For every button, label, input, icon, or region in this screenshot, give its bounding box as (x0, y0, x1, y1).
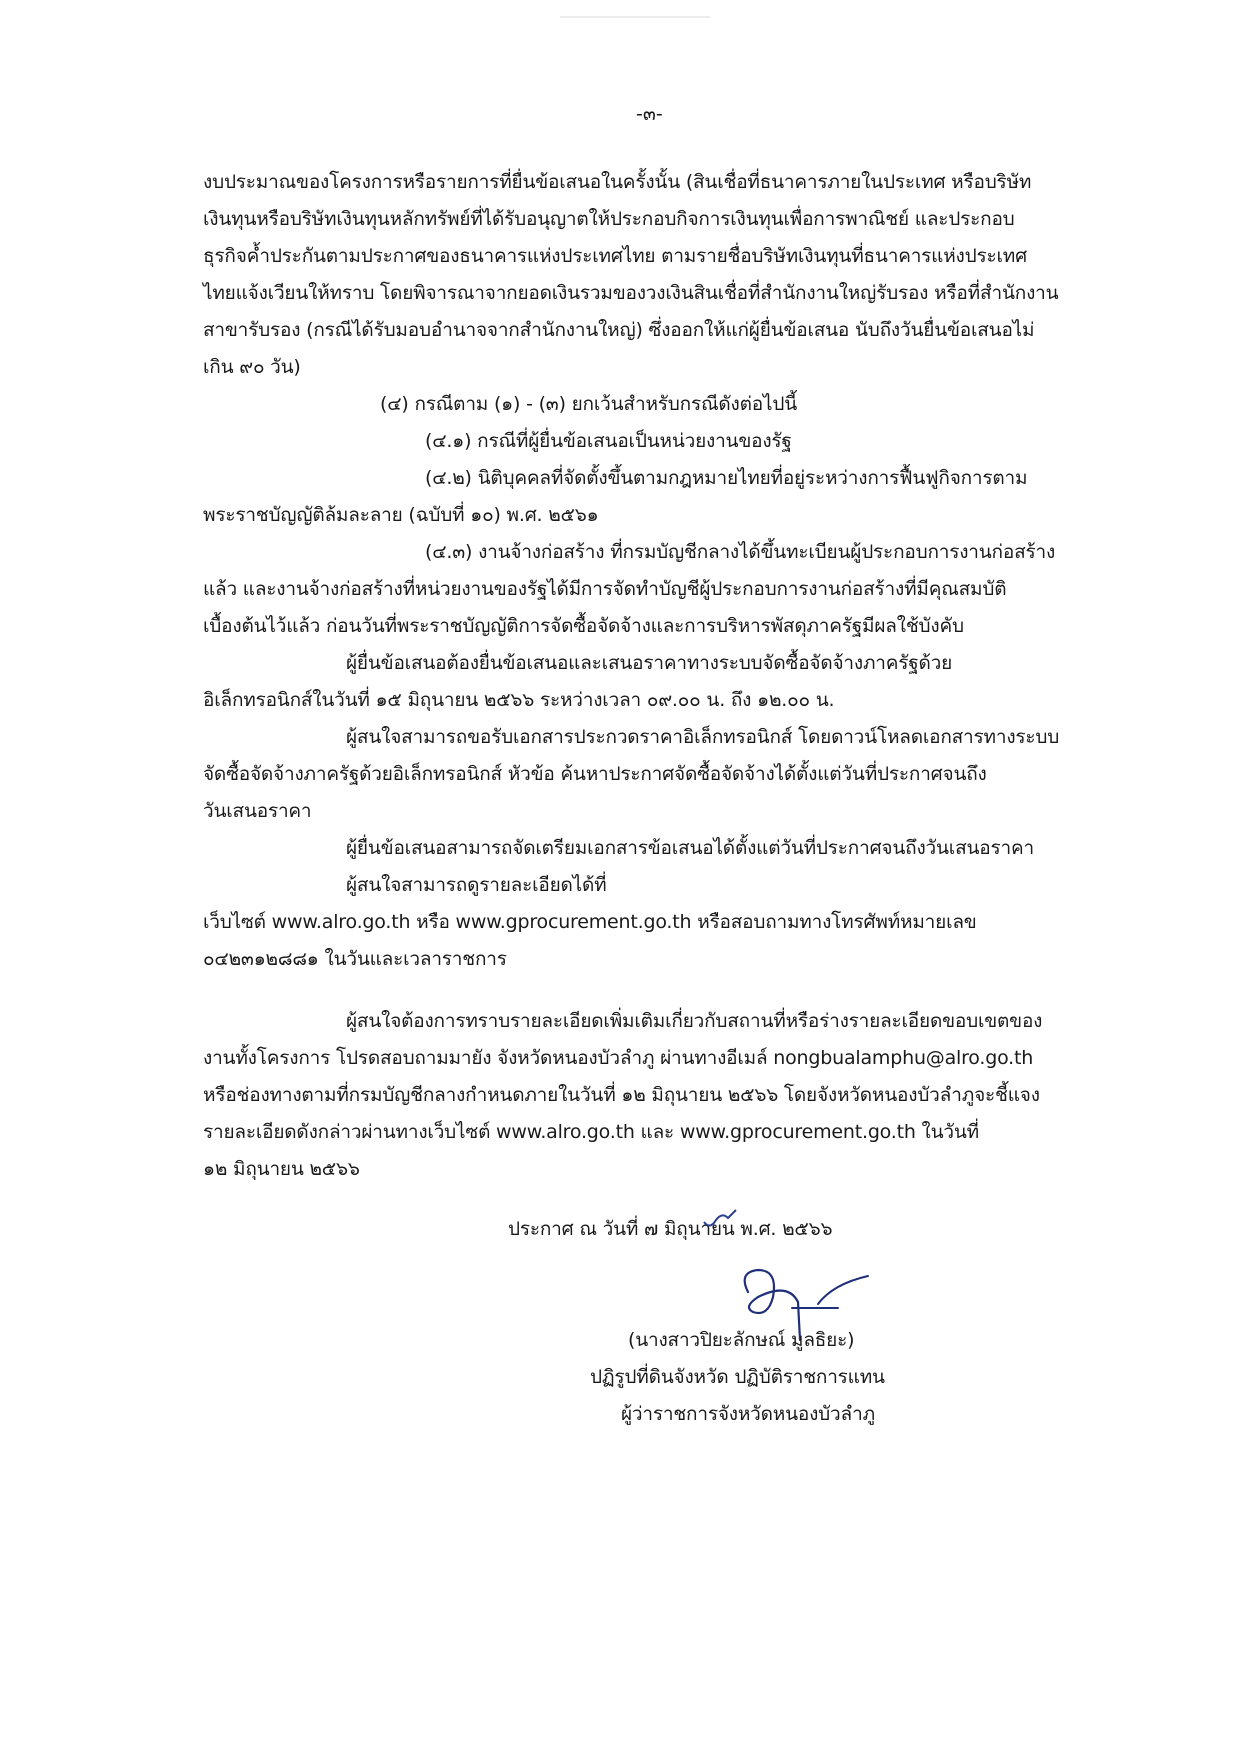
inquiry-paragraph: ผู้สนใจต้องการทราบรายละเอียดเพิ่มเติมเกี่ยวกับสถานที่หรือร่างรายละเอียดขอบเขตของ (346, 1010, 1043, 1032)
body-line: พระราชบัญญัติล้มละลาย (ฉบับที่ ๑๐) พ.ศ. ๒๕๖๑ (203, 504, 599, 526)
clause-4-1: (๔.๑) กรณีที่ผู้ยื่นข้อเสนอเป็นหน่วยงานของรัฐ (425, 430, 792, 452)
body-line: เกิน ๙๐ วัน) (203, 356, 301, 378)
email-line: งานทั้งโครงการ โปรดสอบถามมายัง จังหวัดหนองบัวลำภู ผ่านทางอีเมล์ nongbualamphu@alro.go.th (203, 1047, 1034, 1069)
body-line: ๑๒ มิถุนายน ๒๕๖๖ (203, 1158, 360, 1180)
body-line: แล้ว และงานจ้างก่อสร้างที่หน่วยงานของรัฐได้มีการจัดทำบัญชีผู้ประกอบการงานก่อสร้างที่มีคุณสมบัติ (203, 578, 1007, 600)
body-line: ไทยแจ้งเวียนให้ทราบ โดยพิจารณาจากยอดเงินรวมของวงเงินสินเชื่อที่สำนักงานใหญ่รับรอง หรือที่สำนักงาน (203, 282, 1059, 304)
body-line: รายละเอียดดังกล่าวผ่านทางเว็บไซต์ www.alro.go.th และ www.gprocurement.go.th ในวันที่ (203, 1121, 979, 1143)
signer-name: (นางสาวปิยะลักษณ์ มูลธิยะ) (628, 1329, 855, 1351)
body-line: วันเสนอราคา (203, 800, 312, 822)
clause-4-3: (๔.๓) งานจ้างก่อสร้าง ที่กรมบัญชีกลางได้ขึ้นทะเบียนผู้ประกอบการงานก่อสร้าง (425, 541, 1056, 563)
body-line: งบประมาณของโครงการหรือรายการที่ยื่นข้อเสนอในครั้งนั้น (สินเชื่อที่ธนาคารภายในประเทศ หรือบริษัท (203, 171, 1032, 193)
body-line: หรือช่องทางตามที่กรมบัญชีกลางกำหนดภายในวันที่ ๑๒ มิถุนายน ๒๕๖๖ โดยจังหวัดหนองบัวลำภูจะชี้แจง (203, 1084, 1040, 1106)
submission-paragraph: ผู้ยื่นข้อเสนอต้องยื่นข้อเสนอและเสนอราคาทางระบบจัดซื้อจัดจ้างภาครัฐด้วย (346, 652, 953, 674)
clause-4: (๔) กรณีตาม (๑) - (๓) ยกเว้นสำหรับกรณีดังต่อไปนี้ (380, 393, 797, 415)
details-paragraph: ผู้สนใจสามารถดูรายละเอียดได้ที่ (346, 874, 607, 896)
page-number: -๓- (636, 103, 663, 125)
website-line: เว็บไซต์ www.alro.go.th หรือ www.gprocurement.go.th หรือสอบถามทางโทรศัพท์หมายเลข (203, 911, 977, 933)
body-line: เงินทุนหรือบริษัทเงินทุนหลักทรัพย์ที่ได้รับอนุญาตให้ประกอบกิจการเงินทุนเพื่อการพาณิชย์ และประกอบ (203, 208, 1015, 230)
clause-4-2: (๔.๒) นิติบุคคลที่จัดตั้งขึ้นตามกฎหมายไทยที่อยู่ระหว่างการฟื้นฟูกิจการตาม (425, 467, 1028, 489)
body-line: สาขารับรอง (กรณีได้รับมอบอำนาจจากสำนักงานใหญ่) ซึ่งออกให้แก่ผู้ยื่นข้อเสนอ นับถึงวันยื่นข้อเสนอไม่ (203, 319, 1035, 341)
signer-authority: ผู้ว่าราชการจังหวัดหนองบัวลำภู (621, 1403, 875, 1425)
signer-position: ปฏิรูปที่ดินจังหวัด ปฏิบัติราชการแทน (590, 1366, 885, 1388)
prepare-paragraph: ผู้ยื่นข้อเสนอสามารถจัดเตรียมเอกสารข้อเสนอได้ตั้งแต่วันที่ประกาศจนถึงวันเสนอราคา (346, 837, 1034, 859)
phone-line: ๐๔๒๓๑๒๘๘๑ ในวันและเวลาราชการ (203, 948, 507, 970)
handwritten-date-mark (700, 1208, 740, 1232)
scan-artifact (560, 14, 710, 20)
submission-date-line: อิเล็กทรอนิกส์ในวันที่ ๑๕ มิถุนายน ๒๕๖๖ ระหว่างเวลา ๐๙.๐๐ น. ถึง ๑๒.๐๐ น. (203, 689, 835, 711)
download-paragraph: ผู้สนใจสามารถขอรับเอกสารประกวดราคาอิเล็กทรอนิกส์ โดยดาวน์โหลดเอกสารทางระบบ (346, 726, 1060, 748)
announcement-date: ประกาศ ณ วันที่ ๗ มิถุนายน พ.ศ. ๒๕๖๖ (508, 1218, 833, 1240)
body-line: เบื้องต้นไว้แล้ว ก่อนวันที่พระราชบัญญัติการจัดซื้อจัดจ้างและการบริหารพัสดุภาครัฐมีผลใช้บังคับ (203, 615, 964, 637)
body-line: จัดซื้อจัดจ้างภาครัฐด้วยอิเล็กทรอนิกส์ หัวข้อ ค้นหาประกาศจัดซื้อจัดจ้างได้ตั้งแต่วันที่ประกาศจนถึง (203, 763, 987, 785)
body-line: ธุรกิจค้ำประกันตามประกาศของธนาคารแห่งประเทศไทย ตามรายชื่อบริษัทเงินทุนที่ธนาคารแห่งประเทศ (203, 245, 1027, 267)
